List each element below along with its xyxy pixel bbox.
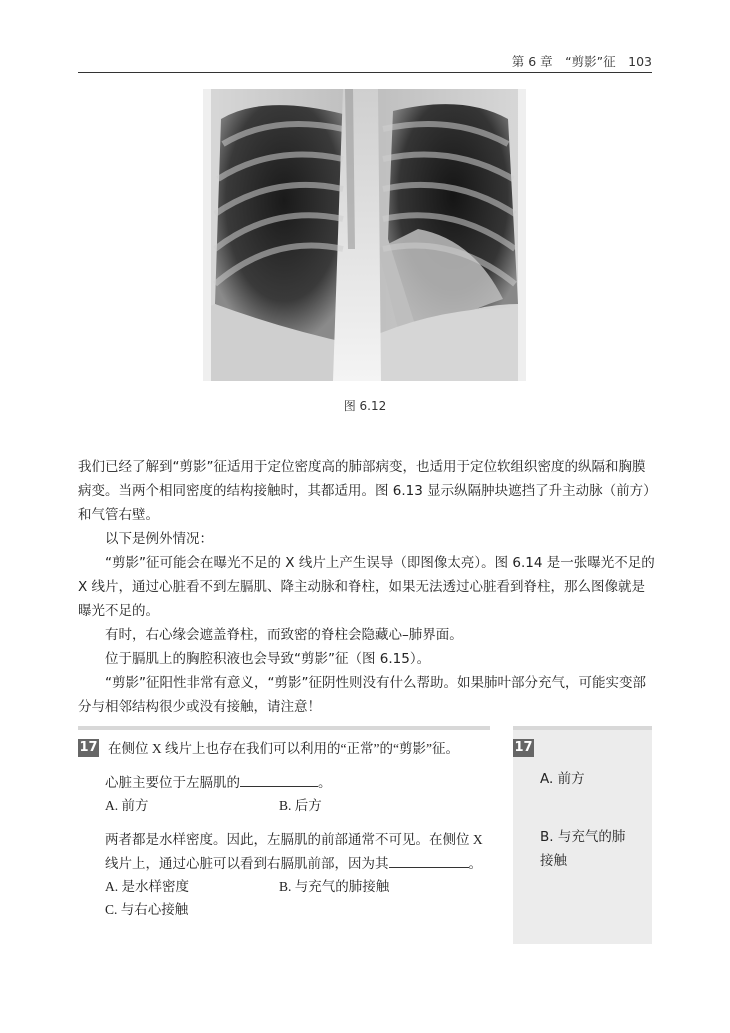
- chest-xray-drawing: [203, 89, 526, 381]
- answer-2-line-2: 接触: [540, 853, 567, 869]
- question-2-text: 线片上，通过心脏可以看到右膈肌前部，因为其: [105, 856, 389, 871]
- paragraph-6: “剪影”征阳性非常有意义，“剪影”征阴性则没有什么帮助。如果肺叶部分充气，可能实变部分与相邻结构很少或没有接触，请注意！: [78, 675, 646, 715]
- answer-blank: [240, 773, 318, 787]
- question-2-end: 。: [468, 856, 482, 871]
- question-2-option-c: C. 与右心接触: [105, 902, 189, 917]
- question-1-text: 心脏主要位于左膈肌的: [105, 775, 240, 790]
- paragraph-4: 有时，右心缘会遮盖脊柱，而致密的脊柱会隐藏心–肺界面。: [105, 627, 463, 643]
- answer-2-line-1: B. 与充气的肺: [540, 829, 626, 845]
- question-1-option-b: B. 后方: [279, 798, 322, 813]
- question-1-stem: [105, 771, 332, 791]
- question-2-line-2: [105, 852, 482, 872]
- answer-1: A. 前方: [540, 771, 585, 787]
- answer-number-badge: 17: [514, 740, 533, 755]
- question-2-line-1: 两者都是水样密度。因此，左膈肌的前部通常不可见。在侧位 X: [105, 832, 483, 847]
- question-panel: [78, 726, 490, 920]
- question-1-option-a: A. 前方: [105, 798, 149, 813]
- question-2-option-b: B. 与充气的肺接触: [279, 879, 390, 894]
- running-header: [78, 50, 652, 73]
- paragraph-2: 以下是例外情况：: [105, 531, 213, 547]
- answer-panel: [513, 726, 652, 944]
- paragraph-1: 我们已经了解到“剪影”征适用于定位密度高的肺部病变，也适用于定位软组织密度的纵隔和胸膜病变。当两个相同密度的结构接触时，其都适用。图 6.13 显示纵隔肿块遮挡了升主动脉（前方）和气管右壁。: [78, 459, 650, 523]
- question-intro: 在侧位 X 线片上也存在我们可以利用的“正常”的“剪影”征。: [108, 741, 459, 756]
- running-head-text: 第 6 章 “剪影”征 103: [511, 54, 652, 69]
- question-2-option-a: A. 是水样密度: [105, 879, 189, 894]
- chest-xray-image: [203, 89, 526, 381]
- question-1-end: 。: [318, 775, 332, 790]
- paragraph-5: 位于膈肌上的胸腔积液也会导致“剪影”征（图 6.15）。: [105, 651, 431, 667]
- paragraph-3: “剪影”征可能会在曝光不足的 X 线片上产生误导（即图像太亮）。图 6.14 是一张曝光不足的 X 线片，通过心脏看不到左膈肌、降主动脉和脊柱，如果无法透过心脏看到脊柱，那么图像就是曝光不足的。: [78, 555, 655, 619]
- question-number-badge: 17: [79, 740, 98, 755]
- figure-caption: 图 6.12: [343, 399, 387, 413]
- answer-blank: [389, 854, 469, 868]
